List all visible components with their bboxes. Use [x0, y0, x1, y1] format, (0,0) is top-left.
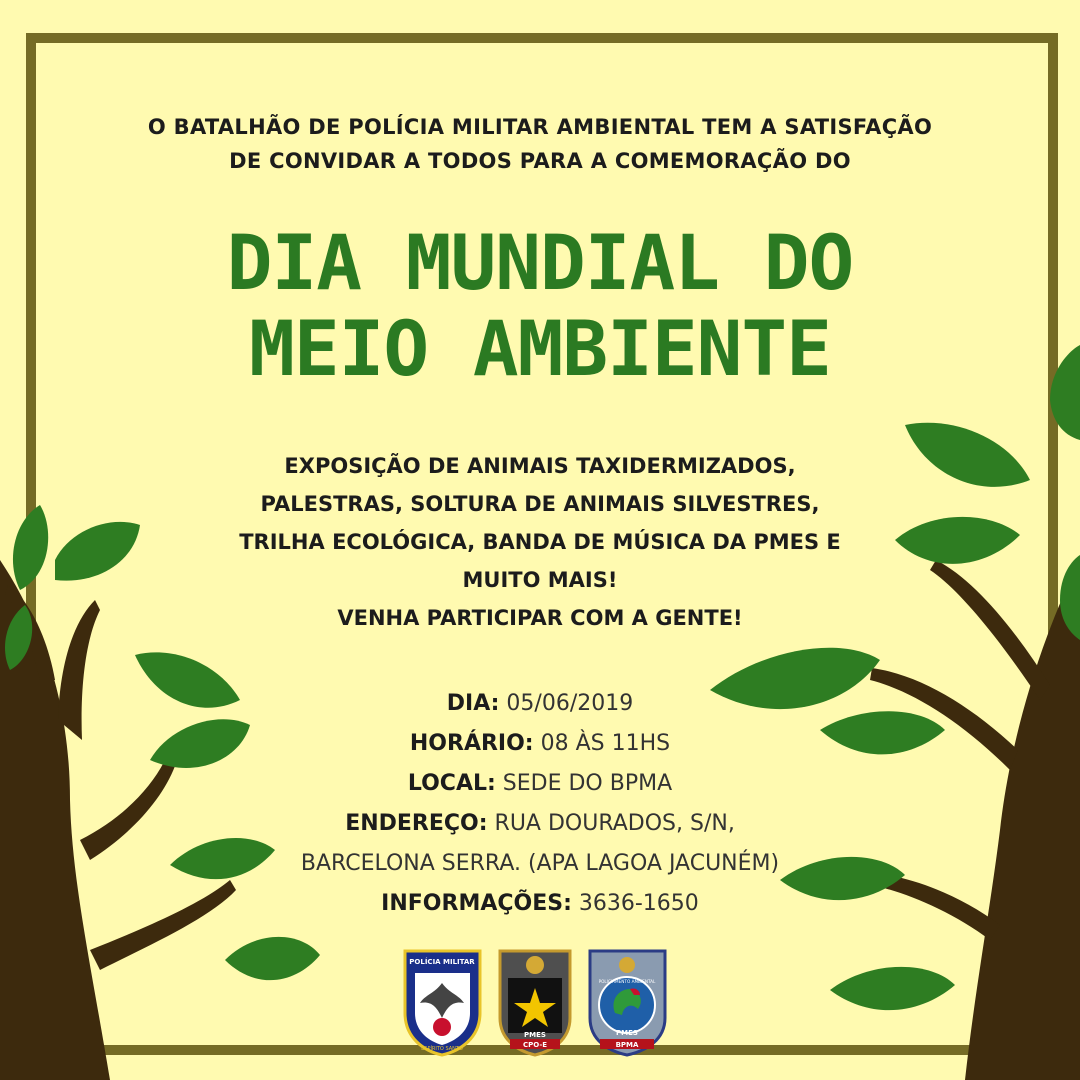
cpoe-logo-top-text: PMES — [524, 1031, 546, 1039]
time-value: 08 ÀS 11HS — [533, 731, 671, 756]
cpoe-logo-bottom-text: CPO-E — [522, 1041, 548, 1049]
address-value: RUA DOURADOS, S/N, — [487, 811, 735, 836]
pmes-shield-logo — [405, 951, 480, 1055]
address-value-2: BARCELONA SERRA. (APA LAGOA JACUNÉM) — [300, 851, 780, 876]
bpma-logo-bottom-text: BPMA — [615, 1041, 639, 1049]
detail-info — [40, 884, 1040, 924]
bpma-logo-arc-text: POLICIAMENTO AMBIENTAL — [598, 979, 656, 984]
bpma-shield-logo — [590, 951, 665, 1055]
info-label: INFORMAÇÕES: — [381, 891, 572, 916]
activities-line-5: VENHA PARTICIPAR COM A GENTE! — [337, 606, 743, 630]
event-details — [40, 684, 1040, 924]
invitation-intro — [40, 110, 1040, 178]
bpma-logo-top-text: PMES — [616, 1029, 638, 1037]
title-line-2: MEIO AMBIENTE — [249, 304, 831, 393]
detail-address-line-2 — [40, 844, 1040, 884]
intro-line-1: O BATALHÃO DE POLÍCIA MILITAR AMBIENTAL TEM A SATISFAÇÃO — [147, 115, 933, 139]
activities-line-4: MUITO MAIS! — [462, 568, 618, 592]
activities-line-1: EXPOSIÇÃO DE ANIMAIS TAXIDERMIZADOS, — [284, 454, 796, 478]
activities-line-3: TRILHA ECOLÓGICA, BANDA DE MÚSICA DA PMES E — [239, 530, 841, 554]
detail-location — [40, 764, 1040, 804]
detail-time — [40, 724, 1040, 764]
location-value: SEDE DO BPMA — [495, 771, 673, 796]
activities-list — [40, 447, 1040, 637]
date-label: DIA: — [446, 691, 500, 716]
detail-address — [40, 804, 1040, 844]
pmes-logo-top-text: POLÍCIA MILITAR — [409, 958, 475, 966]
time-label: HORÁRIO: — [409, 731, 534, 756]
event-title — [40, 220, 1040, 392]
institution-logos — [400, 943, 670, 1058]
detail-date — [40, 684, 1040, 724]
cpoe-shield-logo — [500, 951, 570, 1055]
activities-line-2: PALESTRAS, SOLTURA DE ANIMAIS SILVESTRES, — [260, 492, 820, 516]
date-value: 05/06/2019 — [499, 691, 634, 716]
info-value: 3636-1650 — [571, 891, 699, 916]
intro-line-2: DE CONVIDAR A TODOS PARA A COMEMORAÇÃO DO — [229, 149, 851, 173]
address-label: ENDEREÇO: — [345, 811, 488, 836]
location-label: LOCAL: — [407, 771, 496, 796]
pmes-logo-bottom-text: ESPÍRITO SANTO — [421, 1046, 463, 1052]
title-line-1: DIA MUNDIAL DO — [226, 218, 854, 307]
